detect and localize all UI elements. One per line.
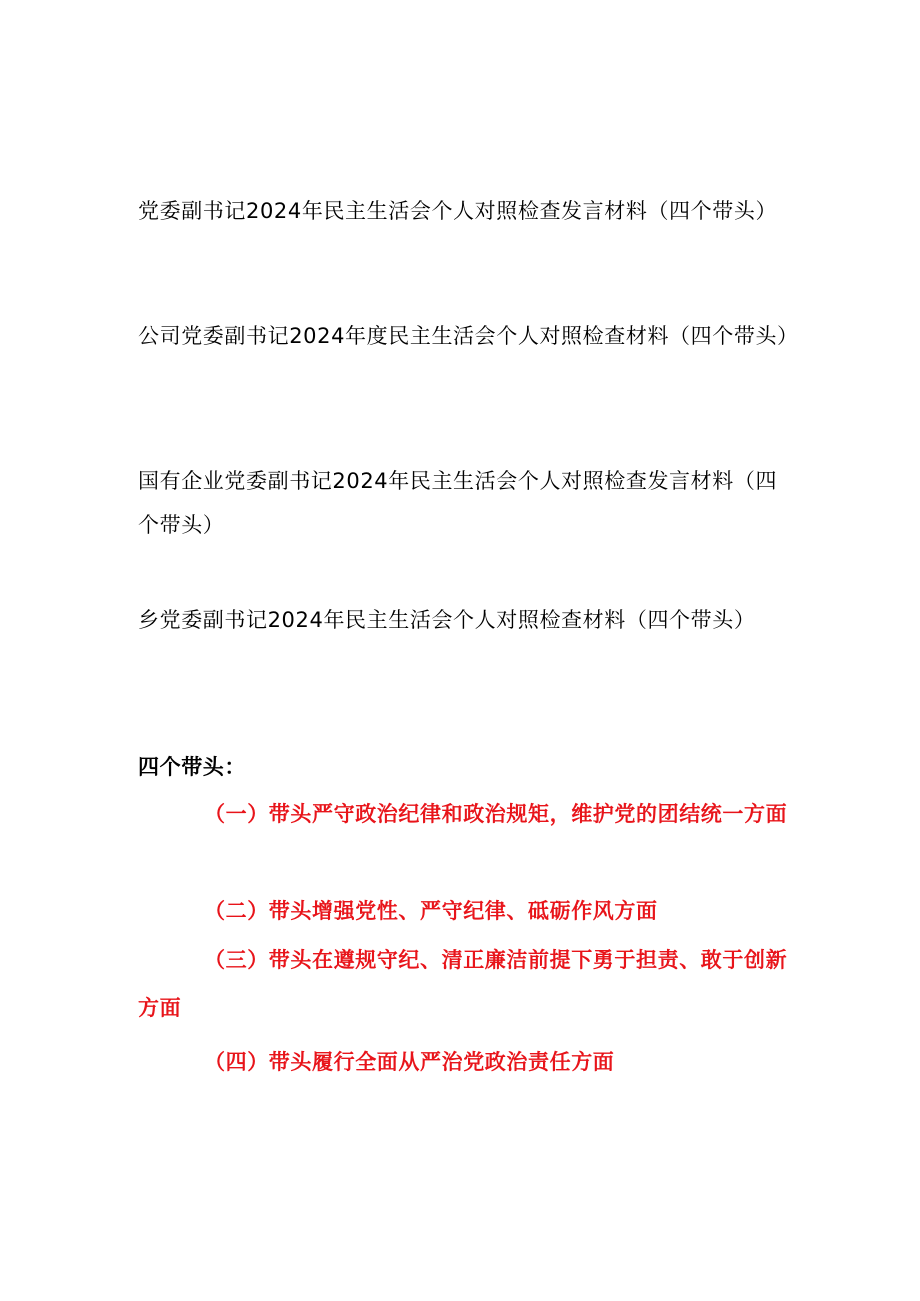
section-item-3: （三）带头在遵规守纪、清正廉洁前提下勇于担责、敢于创新方面 bbox=[138, 948, 788, 1020]
document-title-4: 乡党委副书记2024年民主生活会个人对照检查材料（四个带头） bbox=[138, 608, 756, 632]
document-title-3: 国有企业党委副书记2024年民主生活会个人对照检查发言材料（四个带头） bbox=[138, 469, 778, 537]
section-heading: 四个带头： bbox=[138, 755, 246, 779]
section-item-2: （二）带头增强党性、严守纪律、砥砺作风方面 bbox=[204, 899, 658, 923]
document-title-1: 党委副书记2024年民主生活会个人对照检查发言材料（四个带头） bbox=[138, 199, 778, 223]
section-item-1: （一）带头严守政治纪律和政治规矩，维护党的团结统一方面 bbox=[204, 802, 788, 826]
section-item-4: （四）带头履行全面从严治党政治责任方面 bbox=[204, 1050, 615, 1074]
document-title-2: 公司党委副书记2024年度民主生活会个人对照检查材料（四个带头） bbox=[138, 324, 799, 348]
